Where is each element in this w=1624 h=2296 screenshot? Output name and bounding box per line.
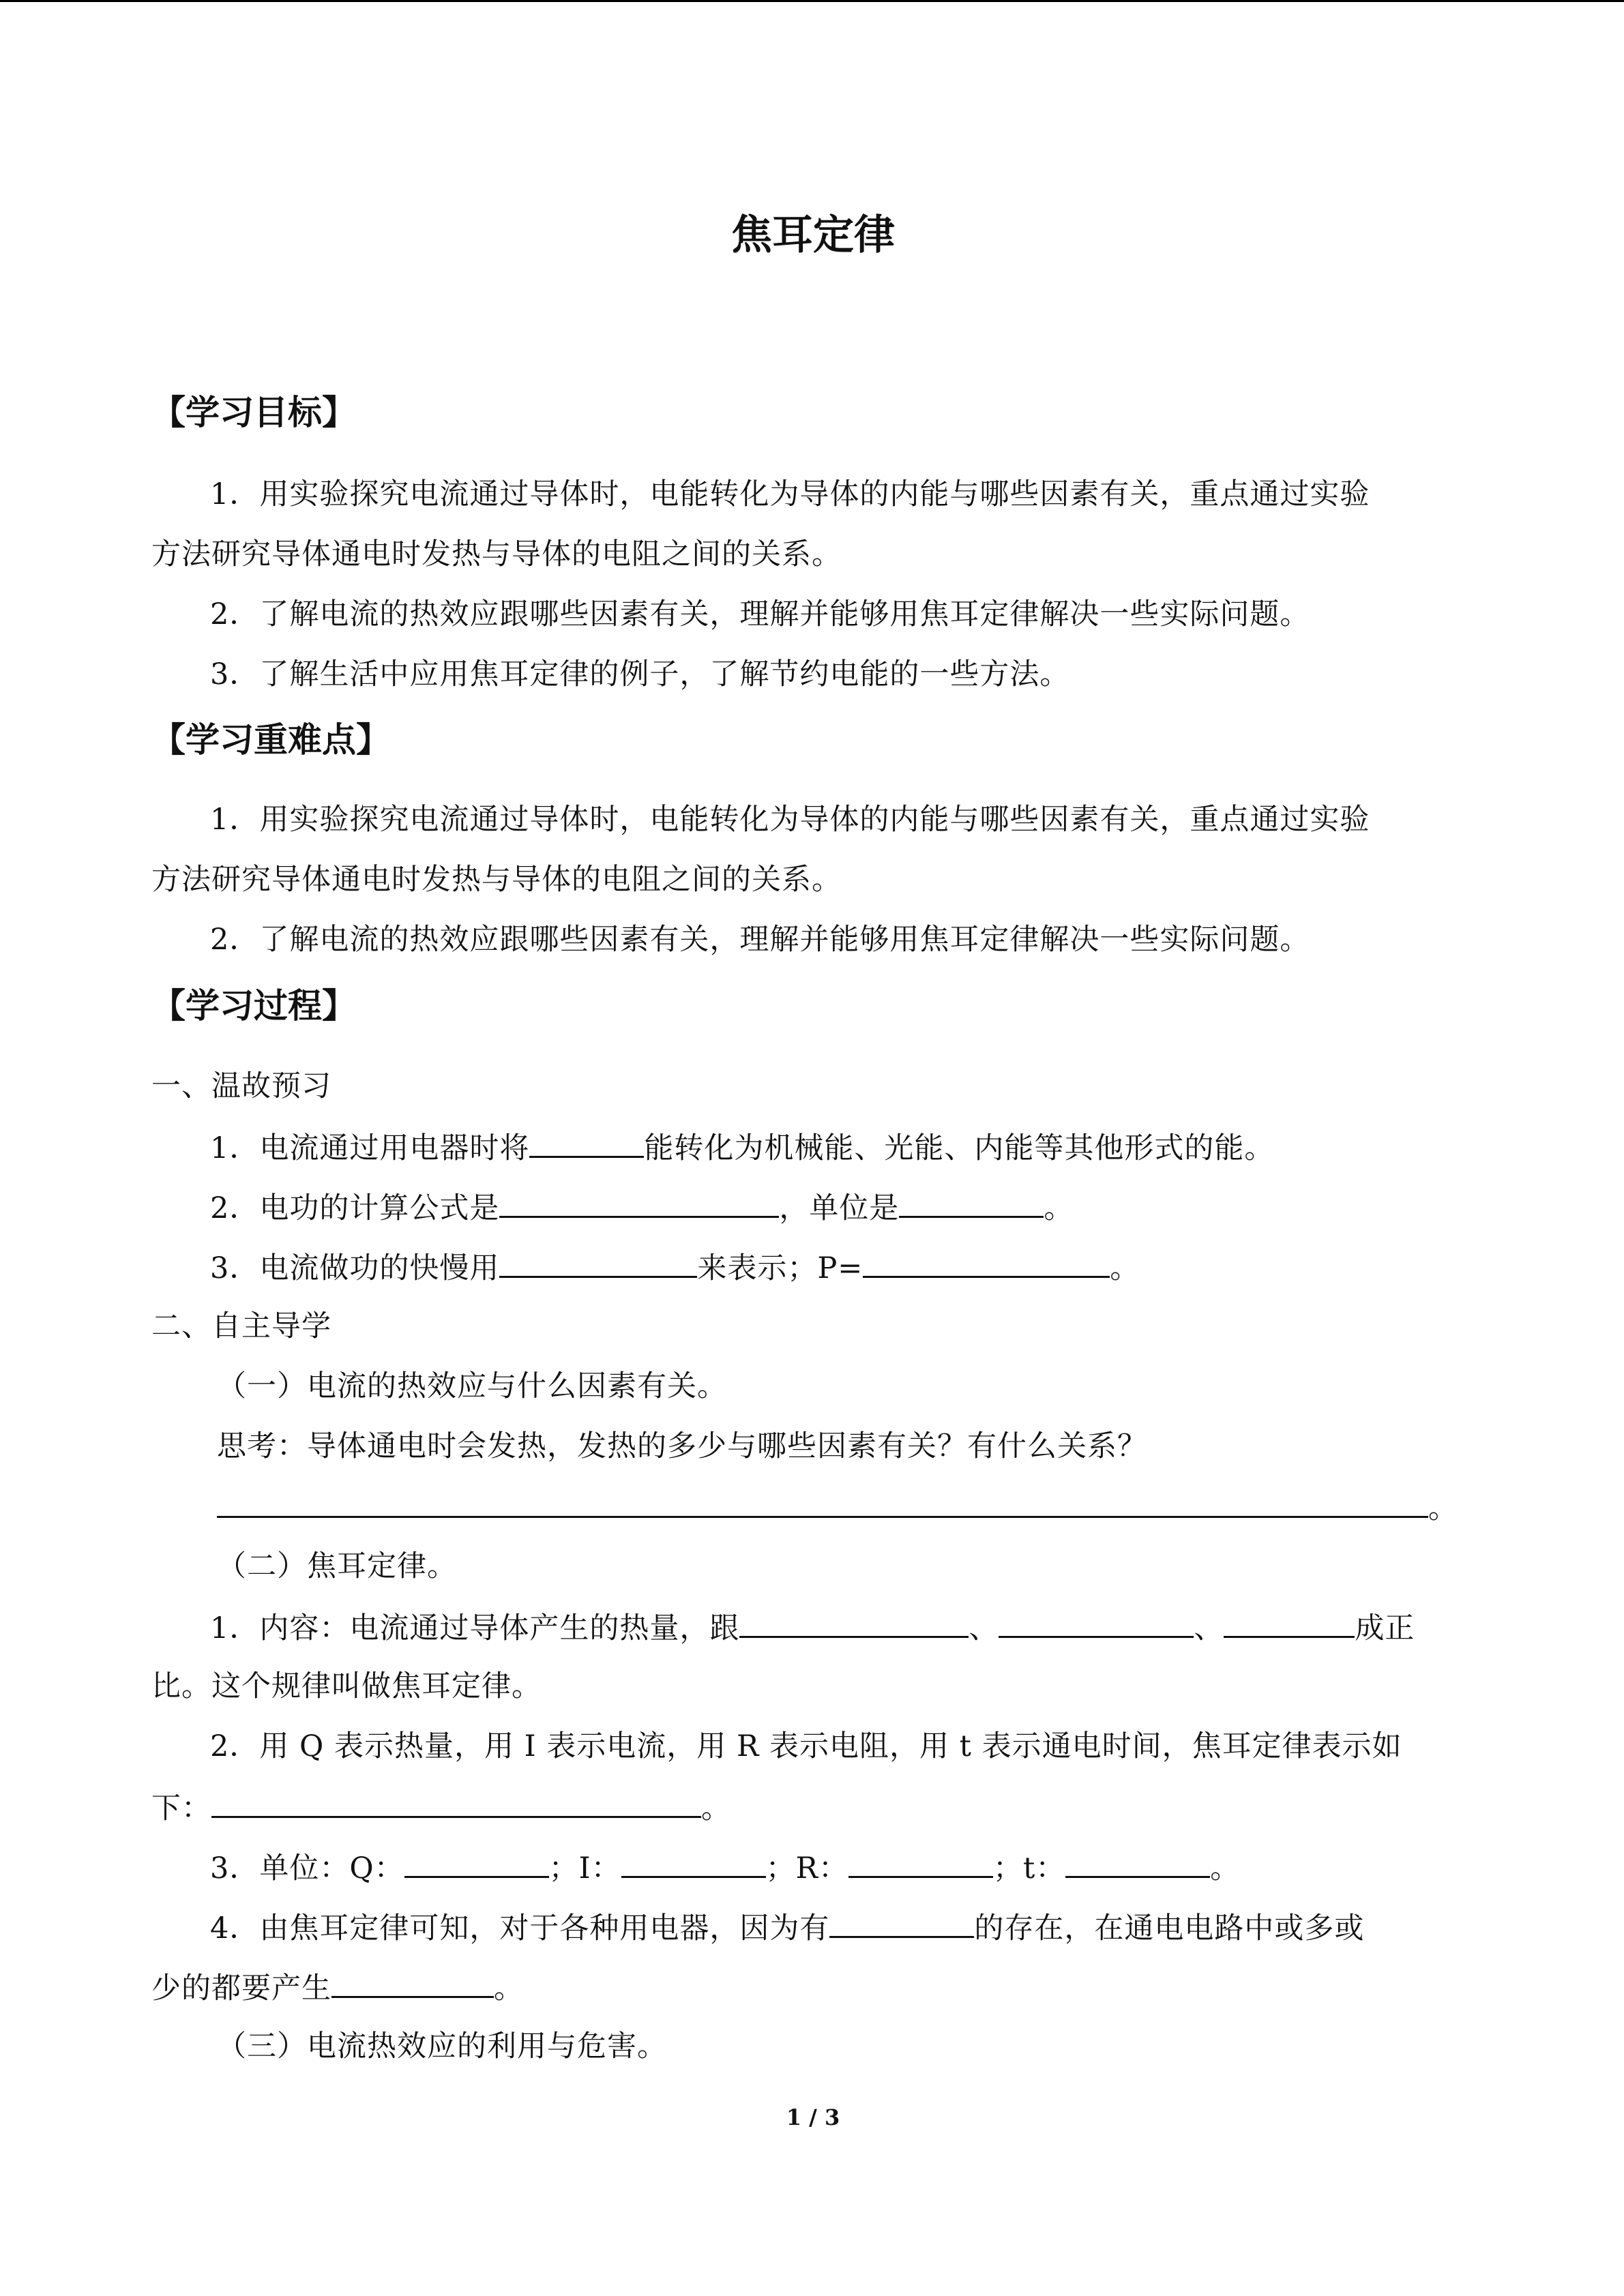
content-separator: 、 [969, 1611, 999, 1645]
answer-blank[interactable] [1065, 1846, 1210, 1878]
review-question-3 [151, 1246, 1533, 1289]
think-question: 思考：导体通电时会发热，发热的多少与哪些因素有关？有什么关系？ [217, 1429, 1147, 1463]
resistance-heat-line [151, 1906, 1533, 1949]
selfstudy-part-1: （一）电流的热效应与什么因素有关。 [217, 1369, 727, 1403]
answer-blank[interactable] [1224, 1606, 1355, 1638]
units-i-label: ；I： [548, 1851, 621, 1885]
review-q2-text-a: 2．电功的计算公式是 [210, 1191, 500, 1225]
resistance-heat-line-2 [151, 1966, 1475, 2009]
objective-line-2: 方法研究导体通电时发热与导体的电阻之间的关系。 [151, 537, 842, 571]
joule-law-content-line [151, 1606, 1533, 1649]
document-title: 焦耳定律 [731, 211, 895, 259]
answer-blank[interactable] [404, 1846, 549, 1878]
resistance-text-a: 4．由焦耳定律可知，对于各种用电器，因为有 [210, 1911, 830, 1945]
content-text-b: 成正 [1355, 1611, 1415, 1645]
joule-law-content-line-2: 比。这个规律叫做焦耳定律。 [151, 1669, 542, 1703]
section-heading-process: 【学习过程】 [151, 986, 356, 1026]
formula-text-c: 。 [701, 1791, 731, 1825]
section-heading-objectives: 【学习目标】 [151, 393, 356, 432]
resistance-text-b: 的存在，在通电电路中或多或 [974, 1911, 1365, 1945]
units-t-label: ；t： [993, 1851, 1066, 1885]
review-question-1 [151, 1126, 1533, 1169]
answer-blank[interactable] [739, 1606, 969, 1638]
review-q1-text-b: 能转化为机械能、光能、内能等其他形式的能。 [644, 1131, 1275, 1165]
answer-blank[interactable] [999, 1606, 1194, 1638]
selfstudy-heading: 二、自主导学 [151, 1309, 331, 1343]
top-border [0, 0, 1624, 2]
review-q3-text-a: 3．电流做功的快慢用 [210, 1251, 500, 1285]
resistance-text-d: 。 [494, 1971, 524, 2006]
answer-blank[interactable] [499, 1246, 697, 1278]
selfstudy-part-2: （二）焦耳定律。 [217, 1549, 457, 1583]
review-heading: 一、温故预习 [151, 1069, 331, 1103]
answer-blank[interactable] [621, 1846, 766, 1878]
units-period: 。 [1210, 1851, 1241, 1885]
objective-line-3: 2．了解电流的热效应跟哪些因素有关，理解并能够用焦耳定律解决一些实际问题。 [210, 597, 1310, 631]
page-number: 1 / 3 [786, 2104, 840, 2130]
answer-blank[interactable] [848, 1846, 993, 1878]
review-q3-text-c: 。 [1110, 1251, 1140, 1285]
answer-blank[interactable] [217, 1486, 1428, 1518]
formula-text-b: 下： [151, 1791, 211, 1825]
think-answer-line [151, 1486, 1540, 1529]
selfstudy-part-3: （三）电流热效应的利用与危害。 [217, 2029, 667, 2063]
answer-blank[interactable] [211, 1786, 701, 1818]
joule-law-formula-line: 2．用 Q 表示热量，用 I 表示电流，用 R 表示电阻，用 t 表示通电时间，焦耳定律表示如 [210, 1729, 1402, 1763]
review-q2-text-b: ，单位是 [779, 1191, 900, 1225]
objective-line-4: 3．了解生活中应用焦耳定律的例子，了解节约电能的一些方法。 [210, 657, 1070, 691]
review-question-2 [151, 1186, 1533, 1229]
key-point-line-3: 2．了解电流的热效应跟哪些因素有关，理解并能够用焦耳定律解决一些实际问题。 [210, 923, 1310, 957]
content-text-a: 1．内容：电流通过导体产生的热量，跟 [210, 1611, 740, 1645]
review-q3-text-b: 来表示；P= [697, 1251, 863, 1285]
review-q1-text-a: 1．电流通过用电器时将 [210, 1131, 530, 1165]
units-q-label: 3．单位：Q： [210, 1851, 404, 1885]
key-point-line-2: 方法研究导体通电时发热与导体的电阻之间的关系。 [151, 863, 842, 897]
joule-law-formula-line-2 [151, 1786, 1475, 1829]
think-period: 。 [1428, 1491, 1458, 1525]
key-point-line-1: 1．用实验探究电流通过导体时，电能转化为导体的内能与哪些因素有关，重点通过实验 [210, 803, 1370, 837]
answer-blank[interactable] [829, 1906, 974, 1938]
answer-blank[interactable] [499, 1186, 779, 1218]
units-r-label: ；R： [765, 1851, 849, 1885]
answer-blank[interactable] [863, 1246, 1110, 1278]
content-separator: 、 [1194, 1611, 1224, 1645]
units-line [151, 1846, 1533, 1889]
answer-blank[interactable] [331, 1966, 494, 1998]
review-q2-text-c: 。 [1044, 1191, 1074, 1225]
section-heading-key-points: 【学习重难点】 [151, 720, 390, 760]
objective-line-1: 1．用实验探究电流通过导体时，电能转化为导体的内能与哪些因素有关，重点通过实验 [210, 477, 1370, 511]
answer-blank[interactable] [529, 1126, 644, 1158]
resistance-text-c: 少的都要产生 [151, 1971, 331, 2006]
answer-blank[interactable] [899, 1186, 1044, 1218]
